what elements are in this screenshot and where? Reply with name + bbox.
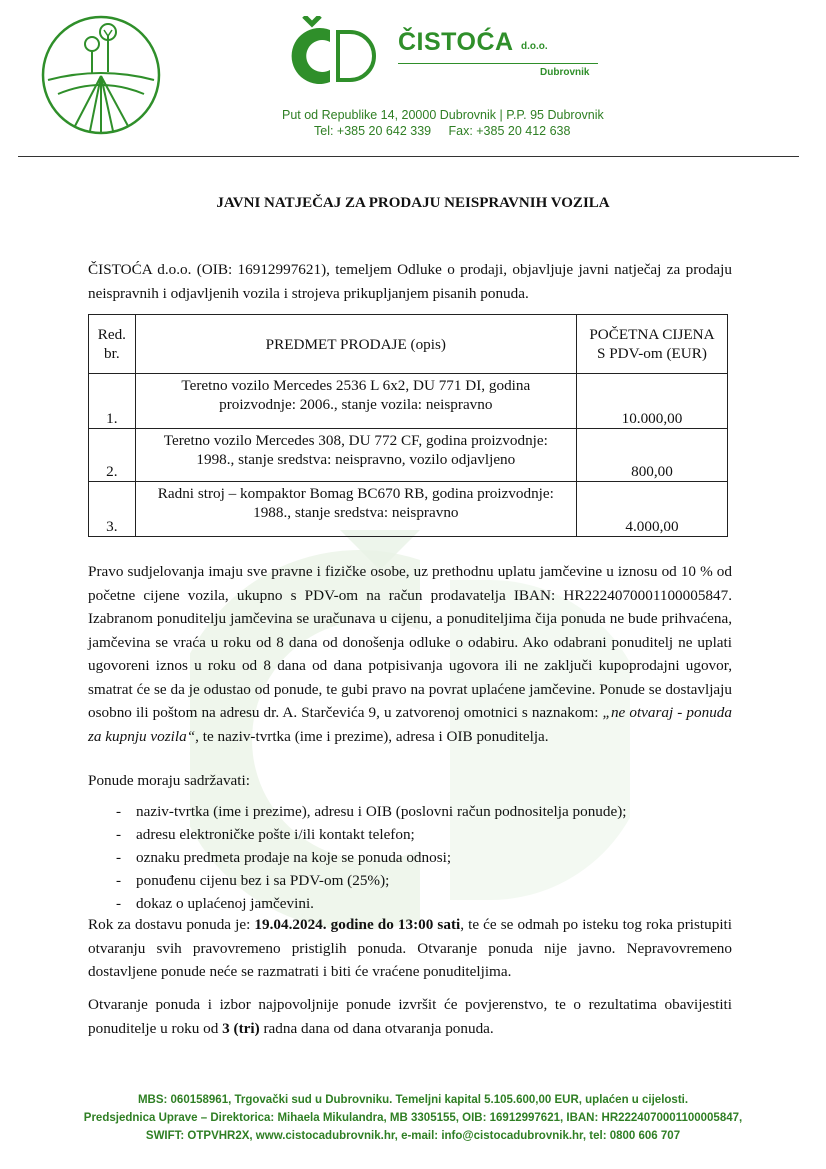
row-no: 2. — [89, 429, 136, 482]
opening-days: 3 (tri) — [222, 1019, 260, 1037]
brand-name: ČISTOĆA — [398, 28, 514, 56]
circle-field-tree-icon — [40, 14, 162, 136]
footer-registration: MBS: 060158961, Trgovački sud u Dubrovniku. Temeljni kapital 5.105.600,00 EUR, uplaćen u cijelosti. — [137, 1094, 689, 1106]
table-row — [89, 429, 728, 482]
deadline-paragraph — [88, 913, 732, 984]
contact-line: Tel: +385 20 642 339 Fax: +385 20 412 638 — [314, 124, 571, 138]
row-item: Teretno vozilo Mercedes 308, DU 772 CF, godina proizvodnje: 1998., stanje sredstva: neispravno, vozilo odjavljeno — [135, 429, 576, 482]
list-item: - oznaku predmeta prodaje na koje se ponuda odnosi; — [88, 846, 732, 869]
brand-city: Dubrovnik — [540, 67, 590, 78]
address-line: Put od Republike 14, 20000 Dubrovnik | P.P. 95 Dubrovnik — [282, 108, 604, 122]
table-header-row — [89, 315, 728, 374]
cd-company-logo-icon — [288, 16, 382, 86]
footer-management: Predsjednica Uprave – Direktorica: Mihaela Mikulandra, MB 3305155, OIB: 16912997621, IBAN: HR2224070001100005847, — [83, 1112, 743, 1124]
list-item: - naziv-tvrtka (ime i prezime), adresu i OIB (poslovni račun podnositelja ponude); — [88, 800, 732, 823]
contents-list — [88, 800, 732, 915]
deadline-post: , te će se odmah po isteku tog roka pristupiti otvaranju svih pravovremeno pristiglih ponuda. Otvaranje ponuda nije javno. Nepravovremeno dostavljene ponude neće se razmatrati i biti će vraćene ponuditeljima. — [88, 916, 732, 980]
table-row — [89, 374, 728, 429]
header-no: Red. br. — [89, 315, 136, 374]
deadline-pre: Rok za dostavu ponuda je: — [88, 916, 255, 933]
sale-items-table — [88, 314, 728, 537]
envelope-marking: „ne otvaraj - ponuda za kupnju vozila“ — [88, 704, 732, 745]
document-title: JAVNI NATJEČAJ ZA PRODAJU NEISPRAVNIH VOZILA — [216, 195, 610, 211]
row-item: Radni stroj – kompaktor Bomag BC670 RB, godina proizvodnje: 1988., stanje sredstva: neispravno — [135, 482, 576, 537]
brand-suffix: d.o.o. — [521, 41, 548, 52]
row-item: Teretno vozilo Mercedes 2536 L 6x2, DU 771 DI, godina proizvodnje: 2006., stanje vozila: neispravno — [135, 374, 576, 429]
header-price: POČETNA CIJENA S PDV-om (EUR) — [576, 315, 727, 374]
conditions-text: Pravo sudjelovanja imaju sve pravne i fizičke osobe, uz prethodnu uplatu jamčevine u iznosu od 10 % od početne cijene vozila, ukupno s PDV-om na račun prodavatelja IBAN: HR2224070001100005847. Izabranom ponuditelju jamčevina se uračunava u cijenu, a ponuditeljima čija ponuda ne bude prihvaćena, jamčevina se vraća u roku od 8 dana od donošenja odluke o odabiru. Ako odabrani ponuditelj ne uplati ugovoreni iznos u roku od 8 dana od dana potpisivanja ugovora ili ne zaključi kupoprodajni ugovor, smatrat će se da je odustao od ponude, te gubi pravo na povrat uplaćene jamčevine. Ponude se dostavljaju osobno ili poštom na adresu dr. A. Starčevića 9, u zatvorenoj omotnici s naznakom: — [88, 563, 732, 721]
list-item: - dokaz o uplaćenoj jamčevini. — [88, 892, 732, 915]
brand-underline — [398, 63, 598, 64]
footer-contact: SWIFT: OTPVHR2X, www.cistocadubrovnik.hr, e-mail: info@cistocadubrovnik.hr, tel: 0800 606 707 — [145, 1130, 681, 1142]
intro-paragraph: ČISTOĆA d.o.o. (OIB: 16912997621), temeljem Odluke o prodaji, objavljuje javni natječaj za prodaju neispravnih i odjavljenih vozila i strojeva prikupljanjem pisanih ponuda. — [88, 261, 732, 302]
opening-post: radna dana od dana otvaranja ponuda. — [259, 1019, 494, 1037]
row-price: 4.000,00 — [576, 482, 727, 537]
header-item: PREDMET PRODAJE (opis) — [135, 315, 576, 374]
opening-pre: Otvaranje ponuda i izbor najpovoljnije ponude izvršit će povjerenstvo, te o rezultatima obavijestiti ponuditelje u roku od — [88, 996, 732, 1037]
list-item: - adresu elektroničke pošte i/ili kontakt telefon; — [88, 823, 732, 846]
row-no: 3. — [89, 482, 136, 537]
table-row — [89, 482, 728, 537]
conditions-text-end: , te naziv-tvrtka (ime i prezime), adresa i OIB ponuditelja. — [195, 727, 549, 745]
list-item: - ponuđenu cijenu bez i sa PDV-om (25%); — [88, 869, 732, 892]
row-price: 10.000,00 — [576, 374, 727, 429]
row-no: 1. — [89, 374, 136, 429]
deadline-date: 19.04.2024. godine do 13:00 sati — [254, 916, 461, 933]
row-price: 800,00 — [576, 429, 727, 482]
contents-title: Ponude moraju sadržavati: — [88, 772, 250, 789]
conditions-paragraph — [88, 560, 732, 748]
header-divider — [18, 156, 799, 157]
opening-paragraph — [88, 993, 732, 1040]
